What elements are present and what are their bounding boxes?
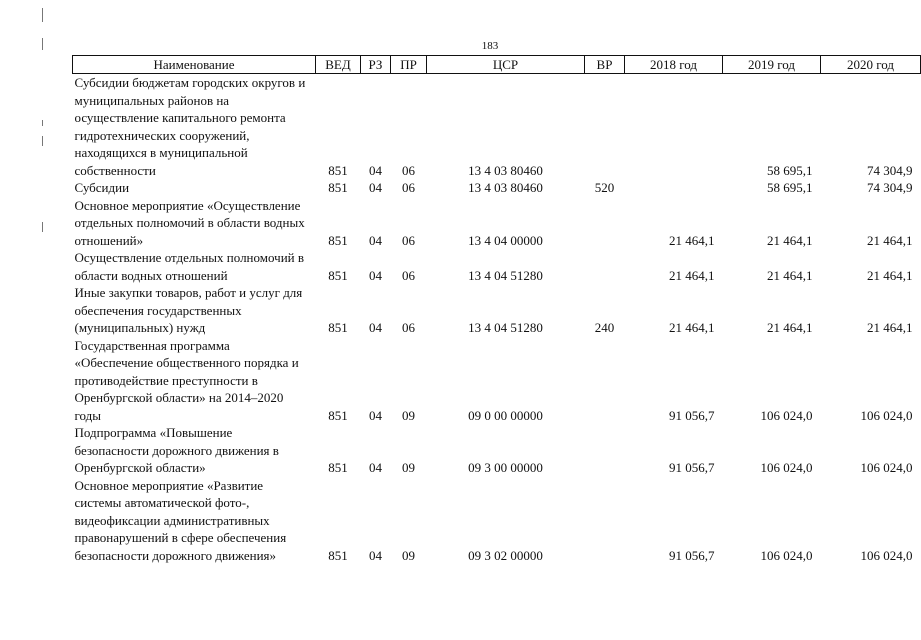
cell-csr: 13 4 03 80460 [468,180,543,195]
cell-y2020: 74 304,9 [867,180,913,195]
cell-pr: 09 [402,547,415,563]
table-row [73,249,921,284]
scan-edge-marks [38,0,48,260]
cell-rz: 04 [369,320,382,335]
cell-y2019: 21 464,1 [767,320,813,335]
cell-y2018: 21 464,1 [669,232,715,248]
cell-vr [585,477,625,565]
cell-y2019: 106 024,0 [760,407,813,423]
cell-ved: 851 [328,232,348,248]
cell-vr [585,74,625,180]
header-csr: ЦСР [427,56,585,74]
cell-name: Государственная программа «Обеспечение общественного порядка и противодействие преступности в Оренбургской области» на 2014–2020 годы [74,337,299,423]
cell-y2018: 91 056,7 [669,547,715,563]
cell-ved: 851 [328,547,348,563]
cell-y2018 [625,74,723,180]
cell-pr: 06 [402,320,415,335]
cell-rz: 04 [369,407,382,423]
cell-name: Осуществление отдельных полномочий в области водных отношений [74,250,304,283]
cell-ved: 851 [328,267,348,283]
cell-ved: 851 [328,407,348,423]
cell-y2020: 21 464,1 [867,267,913,283]
cell-y2020: 21 464,1 [867,320,913,335]
cell-y2018 [625,179,723,197]
cell-ved: 851 [328,180,348,195]
cell-y2019: 21 464,1 [767,232,813,248]
cell-name: Основное мероприятие «Осуществление отдельных полномочий в области водных отношений» [74,197,305,248]
cell-csr: 09 3 00 00000 [468,460,543,475]
cell-y2019: 106 024,0 [760,460,813,475]
header-rz: РЗ [361,56,391,74]
header-vr: ВР [585,56,625,74]
cell-pr: 06 [402,162,415,178]
cell-name: Субсидии [74,180,130,195]
table-row [73,197,921,250]
cell-rz: 04 [369,460,382,475]
cell-y2020: 106 024,0 [860,460,913,475]
cell-ved: 851 [328,162,348,178]
cell-rz: 04 [369,232,382,248]
cell-csr: 09 3 02 00000 [468,547,543,563]
cell-y2019: 58 695,1 [767,180,813,195]
budget-table [72,55,921,564]
cell-pr: 06 [402,232,415,248]
cell-pr: 09 [402,407,415,423]
table-row [73,477,921,565]
cell-pr: 09 [402,460,415,475]
cell-csr: 09 0 00 00000 [468,407,543,423]
cell-pr: 06 [402,267,415,283]
cell-y2019: 106 024,0 [760,547,813,563]
cell-ved: 851 [328,460,348,475]
table-row [73,284,921,337]
cell-y2018: 21 464,1 [669,267,715,283]
cell-name: Субсидии бюджетам городских округов и муниципальных районов на осуществление капитального ремонта гидротехнических сооружений, находящихся в муниципальной собственности [74,75,306,178]
cell-y2019: 21 464,1 [767,267,813,283]
cell-csr: 13 4 04 51280 [468,267,543,283]
cell-rz: 04 [369,162,382,178]
cell-vr: 520 [594,180,615,195]
cell-y2020: 106 024,0 [860,547,913,563]
cell-rz: 04 [369,267,382,283]
cell-vr: 240 [594,320,615,335]
cell-vr [585,424,625,477]
cell-y2018: 91 056,7 [669,460,715,475]
table-row [73,337,921,425]
cell-name: Иные закупки товаров, работ и услуг для обеспечения государственных (муниципальных) нужд [74,285,303,335]
cell-pr: 06 [402,180,415,195]
table-body [73,74,921,565]
table-row [73,424,921,477]
header-2018: 2018 год [625,56,723,74]
cell-csr: 13 4 03 80460 [468,162,543,178]
cell-name: Подпрограмма «Повышение безопасности дорожного движения в Оренбургской области» [74,425,279,475]
cell-y2019: 58 695,1 [767,162,813,178]
header-pr: ПР [391,56,427,74]
table-row [73,74,921,180]
page-number: 183 [481,40,499,52]
cell-csr: 13 4 04 51280 [468,320,543,335]
header-2020: 2020 год [821,56,921,74]
cell-vr [585,249,625,284]
cell-vr [585,337,625,425]
cell-y2020: 74 304,9 [867,162,913,178]
cell-vr [585,197,625,250]
cell-name: Основное мероприятие «Развитие системы автоматической фото-, видеофиксации административных правонарушений в сфере обеспечения безопасности дорожного движения» [74,477,287,563]
header-ved: ВЕД [316,56,361,74]
header-name: Наименование [73,56,316,74]
cell-y2018: 91 056,7 [669,407,715,423]
header-2019: 2019 год [723,56,821,74]
table-row [73,179,921,197]
cell-y2018: 21 464,1 [669,320,715,335]
table-header [73,56,921,74]
cell-ved: 851 [328,320,348,335]
cell-rz: 04 [369,180,382,195]
cell-rz: 04 [369,547,382,563]
cell-csr: 13 4 04 00000 [468,232,543,248]
cell-y2020: 21 464,1 [867,232,913,248]
cell-y2020: 106 024,0 [860,407,913,423]
